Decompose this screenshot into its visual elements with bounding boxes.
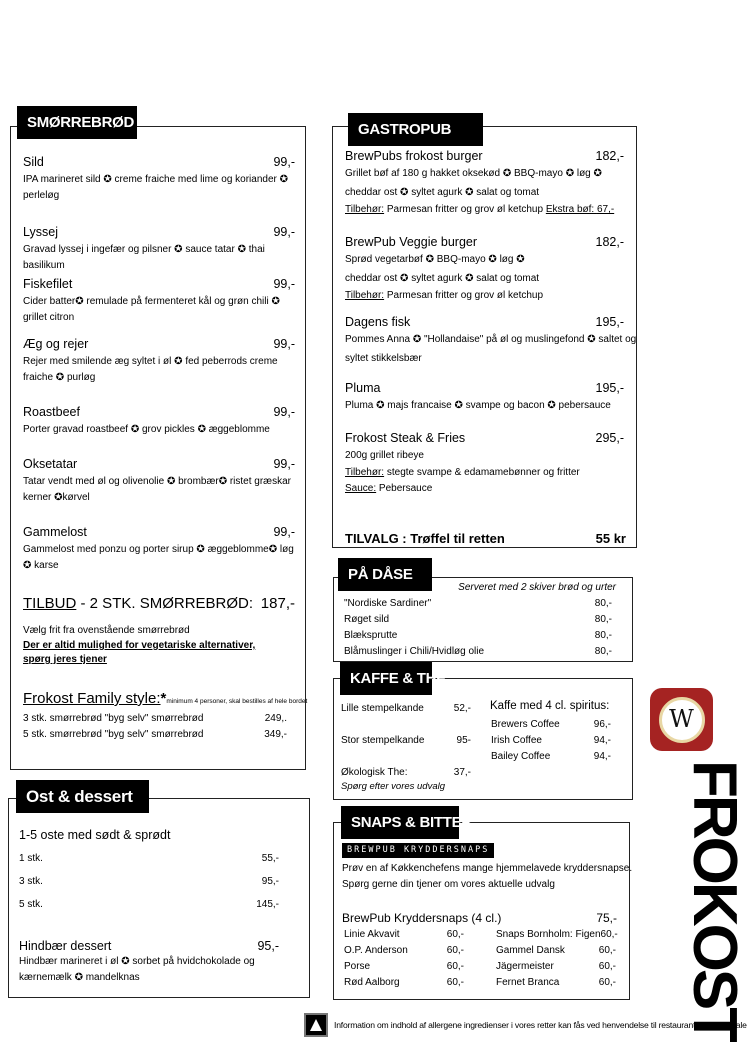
kaffe-spirit-price: 94,- [593, 735, 611, 746]
padase-label: Blåmuslinger i Chili/Hvidløg olie [344, 646, 485, 657]
gastro-item-price: 182,- [595, 235, 624, 249]
smorrebrod-section [10, 126, 306, 770]
offer-title: - 2 STK. SMØRREBRØD: [76, 595, 254, 612]
menu-item-price: 99,- [273, 525, 295, 539]
gastro-item-sides [345, 288, 624, 303]
snaps-label: Jägermeister [496, 961, 554, 972]
snaps-price: 60,- [598, 961, 616, 972]
sides-text: Parmesan fritter og grov øl ketchup [384, 290, 544, 301]
kaffe-row [341, 733, 471, 749]
kaffe-spirit-title: Kaffe med 4 cl. spiritus: [490, 700, 610, 712]
gastro-item-price: 295,- [595, 431, 624, 445]
menu-item-price: 99,- [273, 337, 295, 351]
gastro-item-desc: cheddar ost ✪ syltet agurk ✪ salat og tomat [345, 273, 540, 284]
snaps-intro-2: Spørg gerne din tjener om vores aktuelle udvalg [342, 879, 555, 890]
gastro-item-header [345, 149, 624, 164]
sides-label: Tilbehør: [345, 290, 385, 301]
menu-item-header [23, 525, 295, 540]
snaps-price: 60,- [446, 945, 464, 956]
gastro-item-name: BrewPub Veggie burger [345, 235, 478, 249]
smorrebrod-tab: SMØRREBRØD [17, 106, 137, 139]
gastro-item [345, 235, 624, 303]
menu-item-name: Oksetatar [23, 457, 78, 471]
gastro-item-desc: syltet stikkelsbær [345, 353, 422, 364]
family-label: 3 stk. smørrebrød "byg selv" smørrebrød [23, 713, 204, 725]
gastro-item [345, 381, 624, 415]
gastro-item-sides [345, 465, 624, 480]
sides-text: Parmesan fritter og grov øl ketchup [384, 204, 546, 215]
snaps-price: 60,- [600, 929, 618, 940]
menu-item [23, 277, 295, 326]
kaffe-price: 95- [456, 735, 471, 746]
padase-row [344, 628, 612, 644]
menu-item-price: 99,- [273, 225, 295, 239]
gastro-item-name: Pluma [345, 381, 381, 395]
menu-item-desc: Rejer med smilende æg syltet i øl ✪ fed peberrods creme fraiche ✪ purløg [23, 356, 278, 383]
offer-line: Vælg frit fra ovenstående smørrebrød [23, 625, 190, 636]
family-label: 5 stk. smørrebrød "byg selv" smørrebrød [23, 729, 204, 741]
family-price: 349,- [264, 729, 287, 741]
menu-item-price: 99,- [273, 155, 295, 169]
snaps-label: Fernet Branca [496, 977, 560, 988]
brand-word: FROKOST [680, 760, 749, 1042]
gastropub-tab: GASTROPUB [348, 113, 483, 146]
snaps-label: Linie Akvavit [344, 929, 400, 940]
kaffe-spirit-row [491, 733, 611, 749]
kaffe-price: 52,- [453, 703, 471, 714]
kaffe-price: 37,- [453, 767, 471, 778]
brand-logo [650, 688, 713, 751]
family-block [23, 689, 308, 743]
menu-item [23, 225, 295, 274]
padase-label: Blæksprutte [344, 630, 398, 641]
padase-row [344, 596, 612, 612]
menu-item-name: Æg og rejer [23, 337, 89, 351]
gastro-item-name: Dagens fisk [345, 315, 411, 329]
gastro-item-desc: Pluma ✪ majs francaise ✪ svampe og bacon ✪ pebersauce [345, 400, 611, 411]
menu-item [23, 155, 295, 204]
gastro-item-header [345, 235, 624, 250]
kaffe-label: Lille stempelkande [341, 703, 424, 714]
cheese-price: 55,- [261, 853, 279, 864]
logo-letter: W [669, 705, 694, 734]
kaffe-spirit-row [491, 749, 611, 765]
kaffe-spirit-label: Brewers Coffee [491, 719, 560, 730]
snaps-banner: BREWPUB KRYDDERSNAPS [342, 843, 494, 858]
padase-tab: PÅ DÅSE [338, 558, 432, 591]
menu-item-desc: Tatar vendt med øl og olivenolie ✪ brombær✪ ristet græskar kerner ✪kørvel [23, 476, 291, 503]
menu-item [23, 405, 295, 438]
dessert-desc: Hindbær marineret i øl ✪ sorbet på hvidchokolade og kærnemælk ✪ mandelknas [19, 956, 255, 983]
kaffe-spirit-label: Bailey Coffee [491, 751, 551, 762]
dessert-price: 95,- [257, 939, 279, 953]
menu-item-desc: Gravad lyssej i ingefær og pilsner ✪ sauce tatar ✪ thai basilikum [23, 244, 265, 271]
gastro-item-price: 182,- [595, 149, 624, 163]
snaps-label: Porse [344, 961, 371, 972]
padase-label: "Nordiske Sardiner" [344, 598, 432, 609]
menu-item [23, 337, 295, 386]
gastro-item-desc: cheddar ost ✪ syltet agurk ✪ salat og tomat [345, 187, 540, 198]
menu-item-header [23, 457, 295, 472]
kaffe-row [341, 765, 471, 781]
padase-price: 80,- [594, 646, 612, 657]
sides-text: stegte svampe & edamamebønner og fritter [384, 467, 580, 478]
snaps-row [344, 959, 464, 975]
sides-label: Tilbehør: [345, 204, 385, 215]
dessert-name: Hindbær dessert [19, 939, 112, 953]
extra-price: 67,- [596, 204, 615, 215]
snaps-row [344, 975, 464, 991]
snaps-price: 60,- [446, 929, 464, 940]
menu-item-price: 99,- [273, 457, 295, 471]
gastro-item [345, 315, 637, 368]
gastro-item-name: BrewPubs frokost burger [345, 149, 483, 163]
kaffe-tab: KAFFE & THE [340, 662, 432, 695]
snaps-tab: SNAPS & BITTER [341, 806, 459, 839]
cheese-label: 3 stk. [19, 876, 43, 887]
snaps-row [344, 927, 464, 943]
gastro-item-desc: Sprød vegetarbøf ✪ BBQ-mayo ✪ løg ✪ [345, 254, 525, 265]
sauce-label: Sauce: [345, 483, 377, 494]
padase-price: 80,- [594, 630, 612, 641]
menu-item-header [23, 225, 295, 240]
gastro-item-desc: 200g grillet ribeye [345, 450, 424, 461]
gastro-item-header [345, 431, 624, 446]
kaffe-section [333, 678, 633, 800]
gastro-item-sauce [345, 480, 624, 497]
snaps-label: Gammel Dansk [496, 945, 565, 956]
kaffe-spirit-price: 94,- [593, 751, 611, 762]
dessert-item [19, 939, 279, 986]
gastro-item-price: 195,- [595, 381, 624, 395]
gastro-item-sides [345, 202, 624, 217]
snaps-price: 60,- [598, 945, 616, 956]
menu-item-name: Roastbeef [23, 405, 80, 419]
extra-label: Ekstra bøf: [545, 204, 597, 215]
menu-item-name: Lyssej [23, 225, 58, 239]
family-star: * [160, 690, 167, 707]
menu-item-price: 99,- [273, 277, 295, 291]
allergen-icon [304, 1013, 328, 1037]
snaps-row [344, 943, 464, 959]
menu-item-price: 99,- [273, 405, 295, 419]
menu-item-desc: IPA marineret sild ✪ creme fraiche med lime og koriander ✪ perleløg [23, 174, 289, 201]
snaps-heading: BrewPub Kryddersnaps (4 cl.) [342, 911, 502, 925]
cheese-row [19, 870, 279, 893]
cheese-heading: 1-5 oste med sødt & sprødt [19, 828, 171, 842]
padase-row [344, 612, 612, 628]
family-row [23, 727, 287, 743]
menu-item [23, 525, 295, 574]
kaffe-row [341, 701, 471, 717]
kaffe-label: Stor stempelkande [341, 735, 425, 746]
menu-item-desc: Gammelost med ponzu og porter sirup ✪ æggeblomme✪ løg ✪ karse [23, 544, 294, 571]
kaffe-spirit-price: 96,- [593, 719, 611, 730]
family-note: minimum 4 personer, skal bestilles af hele bordet [166, 698, 308, 705]
padase-price: 80,- [594, 598, 612, 609]
menu-item-name: Gammelost [23, 525, 87, 539]
snaps-label: Snaps Bornholm: Figen [496, 929, 601, 940]
kaffe-label: Økologisk The: [341, 767, 408, 778]
snaps-section [333, 822, 633, 1000]
gastropub-section [332, 126, 637, 548]
menu-item [23, 457, 295, 506]
cheese-row [19, 893, 279, 916]
snaps-intro: Prøv en af Køkkenchefens mange hjemmelavede kryddersnapse. [342, 863, 633, 874]
snaps-row [496, 959, 616, 975]
addon-row [345, 531, 626, 546]
padase-price: 80,- [594, 614, 612, 625]
menu-item-desc: Cider batter✪ remulade på fermenteret kål og grøn chili ✪ grillet citron [23, 296, 280, 323]
offer-block [23, 595, 295, 667]
offer-veg-note: Der er altid mulighed for vegetariske alternativer, [23, 640, 256, 651]
gastro-item-name: Frokost Steak & Fries [345, 431, 466, 445]
snaps-price: 60,- [446, 977, 464, 988]
footer-text: Information om indhold af allergene ingredienser i vores retter kan fås ved henvendelse til restaurantens personale [334, 1020, 747, 1030]
gastro-item [345, 431, 624, 497]
padase-row [344, 644, 612, 660]
snaps-row [496, 927, 616, 943]
gastro-item-price: 195,- [595, 315, 624, 329]
gastro-item-header [345, 315, 624, 330]
kaffe-spirit-row [491, 717, 611, 733]
family-title: Frokost Family style: [23, 690, 161, 707]
offer-label: TILBUD [23, 595, 77, 612]
kaffe-note: Spørg efter vores udvalg [341, 781, 446, 792]
menu-item-header [23, 155, 295, 170]
family-price: 249,. [264, 713, 287, 725]
menu-item-header [23, 405, 295, 420]
snaps-heading-price: 75,- [596, 911, 617, 925]
menu-item-name: Fiskefilet [23, 277, 73, 291]
cheese-price: 95,- [261, 876, 279, 887]
padase-label: Røget sild [344, 614, 390, 625]
offer-veg-note-2: spørg jeres tjener [23, 654, 107, 665]
family-row [23, 711, 287, 727]
cheese-price: 145,- [256, 899, 279, 910]
menu-item-desc: Porter gravad roastbeef ✪ grov pickles ✪ æggeblomme [23, 424, 270, 435]
gastro-item-header [345, 381, 624, 396]
snaps-row [496, 943, 616, 959]
snaps-label: O.P. Anderson [344, 945, 408, 956]
cheese-label: 1 stk. [19, 853, 43, 864]
offer-price: 187,- [260, 595, 295, 612]
cheese-row [19, 847, 279, 870]
kaffe-spirit-label: Irish Coffee [491, 735, 542, 746]
addon-price: 55 kr [595, 531, 626, 546]
gastro-item [345, 149, 624, 217]
snaps-price: 60,- [446, 961, 464, 972]
snaps-row [496, 975, 616, 991]
addon-label: TILVALG : Trøffel til retten [345, 531, 505, 546]
gastro-item-desc: Pommes Anna ✪ "Hollandaise" på øl og muslingefond ✪ saltet og [345, 334, 637, 345]
sauce-text: Pebersauce [376, 483, 433, 494]
gastro-item-desc: Grillet bøf af 180 g hakket oksekød ✪ BBQ-mayo ✪ løg ✪ [345, 168, 602, 179]
sides-label: Tilbehør: [345, 467, 385, 478]
dessert-tab: Ost & dessert [16, 780, 149, 813]
menu-item-header [23, 337, 295, 352]
snaps-label: Rød Aalborg [344, 977, 400, 988]
dessert-section [8, 798, 310, 998]
menu-item-name: Sild [23, 155, 44, 169]
cheese-label: 5 stk. [19, 899, 43, 910]
snaps-price: 60,- [598, 977, 616, 988]
padase-note: Serveret med 2 skiver brød og urter [458, 582, 616, 593]
menu-item-header [23, 277, 295, 292]
